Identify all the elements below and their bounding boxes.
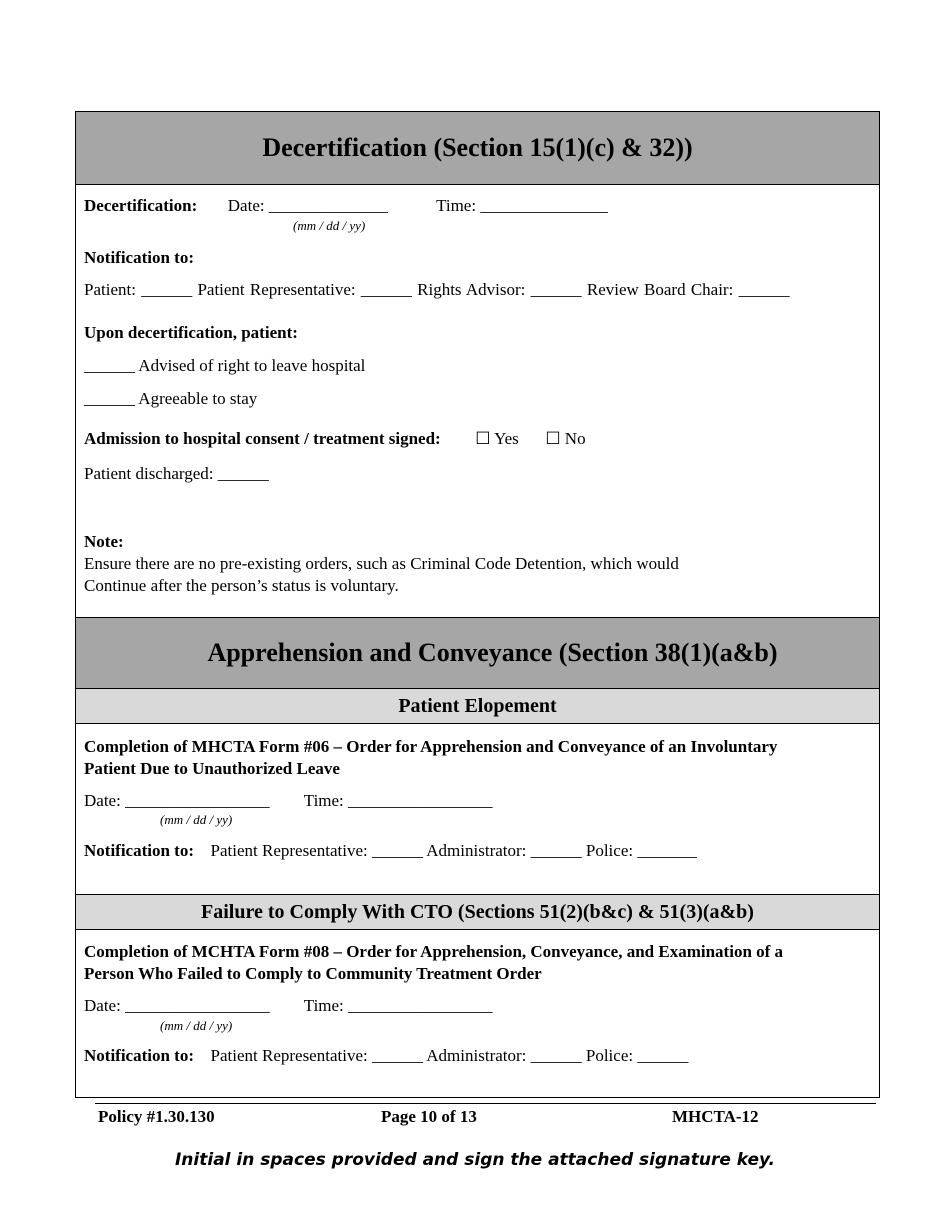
cto-form-line-2: Person Who Failed to Comply to Community Treatment Order	[84, 964, 542, 983]
agreeable-field[interactable]: ______ Agreeable to stay	[84, 389, 258, 408]
admission-yes-checkbox[interactable]: ☐ Yes	[475, 429, 519, 448]
footer-divider	[95, 1103, 876, 1104]
cto-title: Failure to Comply With CTO (Sections 51(2)(b&c) & 51(3)(a&b)	[201, 900, 754, 923]
cto-notification-label: Notification to:	[84, 1046, 195, 1065]
note-heading: Note:	[84, 532, 124, 551]
cto-form-line-1: Completion of MCHTA Form #08 – Order for Apprehension, Conveyance, and Examination of a	[84, 942, 784, 961]
policy-number: Policy #1.30.130	[98, 1107, 215, 1126]
apprehension-title: Apprehension and Conveyance (Section 38(1)(a&b)	[207, 638, 778, 667]
decert-date-hint: (mm / dd / yy)	[293, 218, 366, 233]
admission-row	[84, 429, 586, 449]
elopement-notification-row	[84, 841, 697, 861]
elopement-date-field[interactable]: Date: _________________	[84, 791, 270, 810]
elopement-date-hint: (mm / dd / yy)	[160, 812, 233, 827]
decertification-header	[76, 112, 879, 185]
cto-notification-row	[84, 1046, 688, 1066]
elopement-form-line-2: Patient Due to Unauthorized Leave	[84, 759, 340, 778]
notification-fields[interactable]: Patient: ______ Patient Representative: ______ Rights Advisor: ______ Review Board Chair: ______	[84, 280, 790, 299]
cto-date-hint: (mm / dd / yy)	[160, 1018, 233, 1033]
cto-header	[76, 894, 879, 930]
note-line-1: Ensure there are no pre-existing orders, such as Criminal Code Detention, which would	[84, 554, 679, 573]
elopement-time-field[interactable]: Time: _________________	[303, 791, 493, 810]
decert-time-field[interactable]: Time: _______________	[436, 196, 608, 215]
admission-label: Admission to hospital consent / treatment signed:	[84, 429, 441, 448]
upon-decert-heading: Upon decertification, patient:	[84, 323, 298, 342]
cto-date-field[interactable]: Date: _________________	[84, 996, 270, 1015]
decertification-label: Decertification:	[84, 196, 198, 215]
elopement-notification-fields[interactable]: Patient Representative: ______ Administrator: ______ Police: _______	[210, 841, 697, 860]
cto-datetime-row	[84, 996, 493, 1016]
admission-no-checkbox[interactable]: ☐ No	[545, 429, 586, 448]
elopement-notification-label: Notification to:	[84, 841, 195, 860]
elopement-title: Patient Elopement	[398, 694, 557, 717]
cto-time-field[interactable]: Time: _________________	[303, 996, 493, 1015]
apprehension-header	[76, 617, 879, 689]
cto-notification-fields[interactable]: Patient Representative: ______ Administrator: ______ Police: ______	[210, 1046, 689, 1065]
notification-heading: Notification to:	[84, 248, 195, 267]
mhcta-form	[75, 111, 880, 1098]
elopement-header	[76, 688, 879, 724]
decertification-title: Decertification (Section 15(1)(c) & 32))	[262, 133, 693, 162]
advised-field[interactable]: ______ Advised of right to leave hospital	[84, 356, 366, 375]
elopement-datetime-row	[84, 791, 493, 811]
signature-instruction: Initial in spaces provided and sign the attached signature key.	[174, 1150, 776, 1170]
page-number: Page 10 of 13	[381, 1107, 477, 1126]
decert-date-field[interactable]: Date: ______________	[227, 196, 388, 215]
decertification-row	[84, 196, 608, 216]
note-line-2: Continue after the person’s status is voluntary.	[84, 576, 399, 595]
form-code: MHCTA-12	[672, 1107, 759, 1126]
patient-discharged-field[interactable]: Patient discharged: ______	[84, 464, 269, 483]
elopement-form-line-1: Completion of MHCTA Form #06 – Order for Apprehension and Conveyance of an Involuntary	[84, 737, 778, 756]
